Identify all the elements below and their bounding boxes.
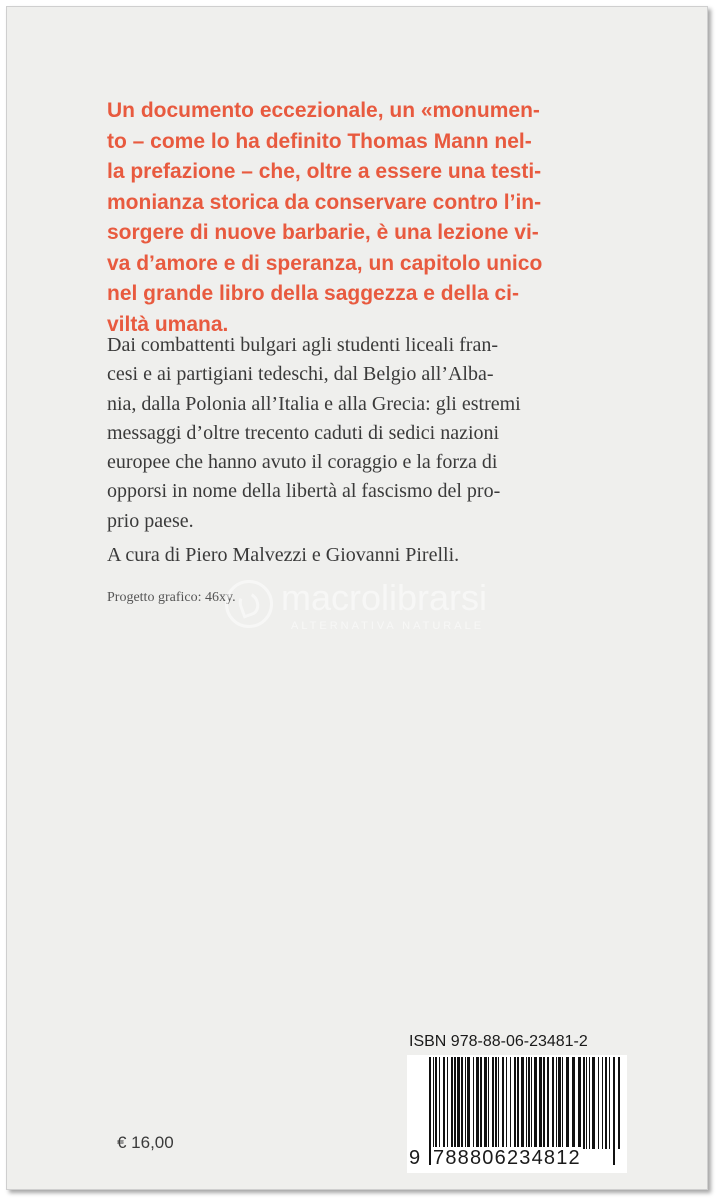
barcode-bar — [543, 1057, 545, 1149]
description-paragraph — [107, 331, 627, 536]
barcode-number: 788806234812 — [433, 1147, 581, 1169]
blurb-line: monianza storica da conservare contro l’in- — [107, 190, 542, 214]
design-credit: Progetto grafico: 46xy. — [107, 590, 236, 605]
barcode-bar — [528, 1057, 530, 1149]
barcode-bar — [510, 1057, 511, 1149]
barcode-bar — [598, 1057, 599, 1149]
blurb-line: nel grande libro della saggezza e della ci- — [107, 282, 519, 305]
watermark-tagline: ALTERNATIVA NATURALE — [291, 620, 485, 632]
barcode-bar — [443, 1057, 445, 1149]
barcode-bar — [578, 1057, 581, 1149]
barcode-bar — [457, 1057, 460, 1149]
isbn-label: ISBN 978-88-06-23481-2 — [409, 1033, 588, 1050]
description-line: europee che hanno avuto il coraggio e la forza di — [107, 451, 498, 474]
barcode-digits — [407, 1145, 627, 1173]
blurb-line: viltà umana. — [107, 312, 229, 336]
barcode-bar — [473, 1057, 474, 1149]
barcode-bar — [517, 1057, 519, 1149]
blurb-line: sorgere di nuove barbarie, è una lezione vi- — [107, 221, 539, 244]
barcode-bar — [531, 1057, 532, 1149]
barcode-bar — [461, 1057, 463, 1149]
barcode-bar — [484, 1057, 487, 1149]
description-line: prio paese. — [107, 509, 194, 532]
leaf-circle-icon — [225, 580, 273, 628]
barcode-bar — [583, 1057, 585, 1149]
barcode-bar — [526, 1057, 527, 1149]
barcode-bar — [447, 1057, 448, 1149]
barcode-bar — [558, 1057, 561, 1149]
barcode-bar — [539, 1057, 542, 1149]
barcode-bar — [465, 1057, 466, 1149]
barcode-bar — [502, 1057, 504, 1149]
blurb-line: Un documento eccezionale, un «monumen- — [107, 99, 540, 122]
description-line: opporsi in nome della libertà al fascismo del pro- — [107, 480, 501, 503]
barcode-bar — [492, 1057, 494, 1149]
blurb-line: to – come lo ha definito Thomas Mann nel- — [107, 129, 532, 153]
barcode-bar — [488, 1057, 489, 1149]
barcode — [407, 1055, 627, 1173]
barcode-bar — [495, 1057, 497, 1149]
description-line: Dai combattenti bulgari agli studenti liceali fran- — [107, 334, 498, 356]
barcode-bar — [572, 1057, 575, 1149]
barcode-bar — [435, 1057, 437, 1149]
blurb-line: va d’amore e di speranza, un capitolo unico — [107, 251, 543, 275]
barcode-first-digit: 9 — [409, 1147, 421, 1169]
barcode-bar — [467, 1057, 470, 1149]
editors-credit: A cura di Piero Malvezzi e Giovanni Pirelli. — [107, 544, 460, 566]
watermark-brand: macrolibrarsi — [281, 577, 488, 618]
barcode-bar — [589, 1057, 590, 1149]
watermark — [225, 578, 525, 638]
barcode-bar — [476, 1057, 479, 1149]
barcode-bar — [609, 1057, 610, 1149]
price: € 16,00 — [117, 1133, 174, 1152]
blurb-line: la prefazione – che, oltre a essere una testi- — [107, 160, 542, 183]
barcode-bar — [566, 1057, 569, 1149]
barcode-bar — [480, 1057, 482, 1149]
barcode-bar — [547, 1057, 549, 1149]
blurb-quote — [107, 96, 627, 340]
description-line: messaggi d’oltre trecento caduti di sedici nazioni — [107, 421, 500, 444]
barcode-bar — [451, 1057, 453, 1149]
barcode-bar — [602, 1057, 603, 1149]
barcode-bar — [514, 1057, 516, 1149]
barcode-bar — [556, 1057, 557, 1149]
barcode-bar — [552, 1057, 554, 1149]
barcode-bar — [534, 1057, 537, 1149]
barcode-bar — [592, 1057, 595, 1149]
description-line: nia, dalla Polonia all’Italia e alla Grecia: gli estremi — [107, 392, 521, 415]
barcode-bar — [562, 1057, 563, 1149]
barcode-bar — [605, 1057, 607, 1149]
barcode-bar — [586, 1057, 587, 1149]
barcode-bar — [506, 1057, 507, 1149]
description-line: cesi e ai partigiani tedeschi, dal Belgio all’Alba- — [107, 363, 494, 386]
book-back-cover — [6, 6, 708, 1190]
barcode-bar — [433, 1057, 434, 1149]
barcode-bar — [439, 1057, 440, 1149]
barcode-bar — [454, 1057, 456, 1149]
barcode-bar — [618, 1057, 620, 1149]
barcode-bar — [498, 1057, 499, 1149]
